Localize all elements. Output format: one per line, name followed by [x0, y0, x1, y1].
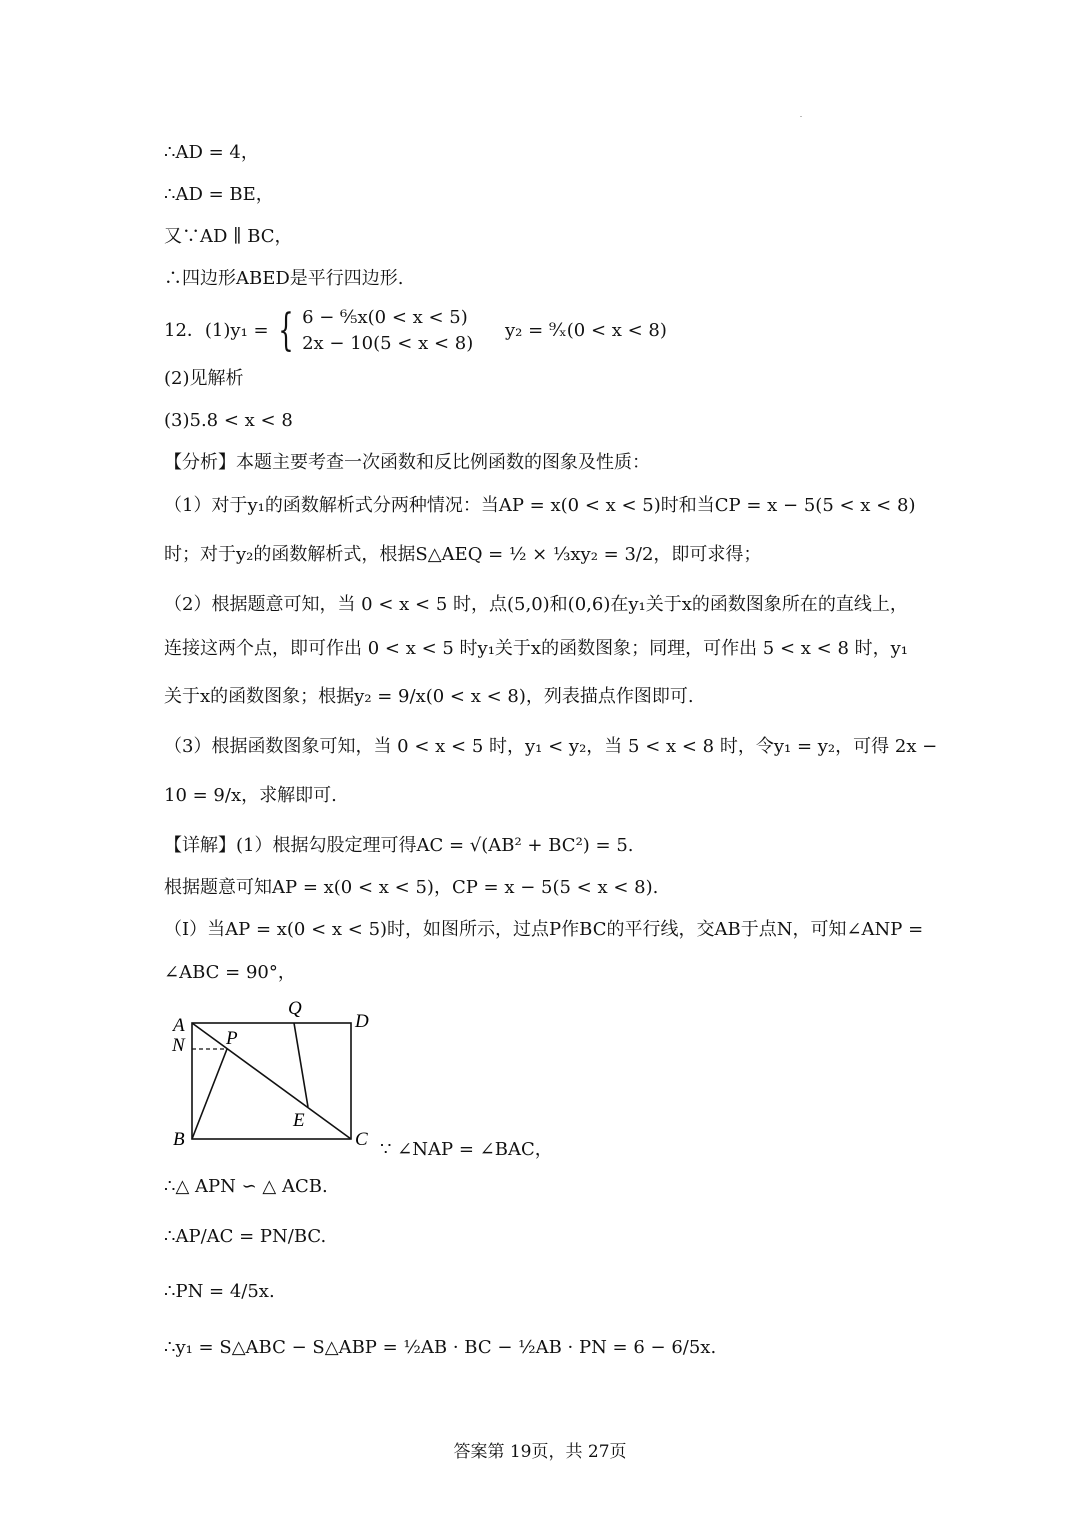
- detail-line-7: ∴AP/AC = PN/BC.: [164, 1226, 327, 1247]
- q12-y2: y₂ = ⁹⁄ₓ(0 < x < 8): [504, 320, 667, 341]
- geometry-figure: [164, 994, 380, 1154]
- detail-line-2: 根据题意可知AP = x(0 < x < 5)，CP = x − 5(5 < x < 8).: [164, 877, 659, 898]
- q12-answer-2: (2)见解析: [164, 368, 244, 389]
- q12-answer-1: [164, 305, 667, 357]
- label-d: D: [355, 1011, 369, 1032]
- q12-answer-3: (3)5.8 < x < 8: [164, 410, 293, 431]
- q12-prefix: 12．(1)y₁ =: [164, 320, 269, 341]
- analysis-title: 【分析】本题主要考查一次函数和反比例函数的图象及性质：: [164, 452, 650, 473]
- analysis-line-4: 连接这两个点，即可作出 0 < x < 5 时y₁关于x的函数图象；同理，可作出 5 < x < 8 时，y₁: [164, 638, 909, 659]
- label-p: P: [226, 1028, 238, 1049]
- case-1: 6 − ⁶⁄₅x(0 < x < 5): [302, 307, 468, 328]
- line-ad-eq-be: ∴AD = BE，: [164, 184, 274, 205]
- detail-line-5: ∵ ∠NAP = ∠BAC，: [380, 1139, 553, 1160]
- detail-line-1: 【详解】(1）根据勾股定理可得AC = √(AB² + BC²) = 5.: [164, 835, 634, 856]
- label-q: Q: [288, 998, 302, 1019]
- line-parallelogram: ∴四边形ABED是平行四边形.: [164, 268, 404, 289]
- analysis-line-2: 时；对于y₂的函数解析式，根据S△AEQ = ½ × ⅓xy₂ = 3/2，即可求得；: [164, 544, 762, 565]
- segment-bp: [192, 1049, 227, 1139]
- segment-qe: [294, 1023, 308, 1107]
- analysis-line-5: 关于x的函数图象；根据y₂ = 9/x(0 < x < 8)，列表描点作图即可.: [164, 686, 694, 707]
- analysis-line-7: 10 = 9/x，求解即可.: [164, 785, 337, 806]
- speck: [800, 116, 802, 117]
- detail-line-9: ∴y₁ = S△ABC − S△ABP = ½AB · BC − ½AB · PN = 6 − 6/5x.: [164, 1337, 717, 1358]
- label-e: E: [293, 1110, 305, 1131]
- line-ad-parallel-bc: 又∵AD ∥ BC，: [164, 226, 293, 247]
- page-footer: 答案第 19页，共 27页: [453, 1442, 627, 1462]
- detail-line-3: （I）当AP = x(0 < x < 5)时，如图所示，过点P作BC的平行线，交AB于点N，可知∠ANP =: [164, 919, 924, 940]
- line-ad-eq-4: ∴AD = 4，: [164, 142, 259, 163]
- analysis-line-3: （2）根据题意可知，当 0 < x < 5 时，点(5,0)和(0,6)在y₁关于x的函数图象所在的直线上，: [164, 594, 908, 615]
- label-b: B: [173, 1129, 185, 1150]
- label-a: A: [173, 1015, 185, 1036]
- diagonal-ac: [192, 1023, 351, 1139]
- brace-symbol: {: [278, 305, 295, 356]
- case-2: 2x − 10(5 < x < 8): [302, 333, 474, 354]
- detail-line-6: ∴△ APN ∽ △ ACB.: [164, 1176, 328, 1197]
- analysis-line-6: （3）根据函数图象可知，当 0 < x < 5 时，y₁ < y₂，当 5 < x < 8 时，令y₁ = y₂，可得 2x −: [164, 736, 938, 757]
- label-n: N: [172, 1035, 185, 1056]
- label-c: C: [355, 1129, 368, 1150]
- detail-line-4: ∠ABC = 90°，: [164, 962, 296, 983]
- piecewise-cases: [302, 305, 473, 357]
- detail-line-8: ∴PN = 4/5x.: [164, 1281, 275, 1302]
- analysis-line-1: （1）对于y₁的函数解析式分两种情况：当AP = x(0 < x < 5)时和当CP = x − 5(5 < x < 8): [164, 495, 916, 516]
